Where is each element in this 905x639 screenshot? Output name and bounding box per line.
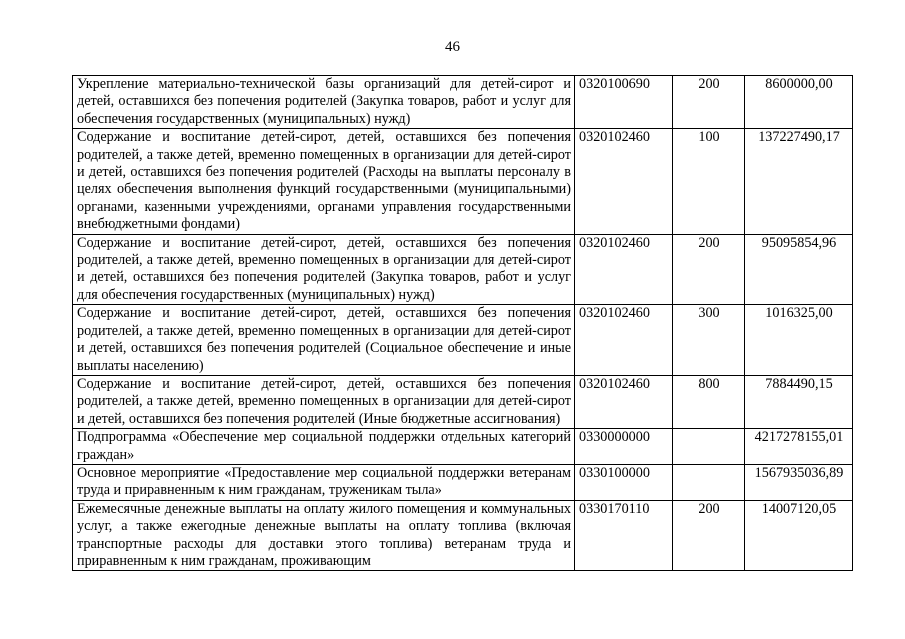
row-description: Укрепление материально-технической базы организаций для детей-сирот и детей, оставшихся без попечения родителей (Закупка товаров, работ и услуг для обеспечения государственных (муниципальных) нужд) — [73, 76, 575, 129]
row-target-code: 0320102460 — [575, 305, 673, 376]
row-target-code: 0320102460 — [575, 234, 673, 305]
row-expense-type: 300 — [673, 305, 745, 376]
row-amount: 1016325,00 — [745, 305, 853, 376]
row-description: Основное мероприятие «Предоставление мер социальной поддержки ветеранам труда и приравненным к ним гражданам, труженикам тыла» — [73, 464, 575, 500]
row-target-code: 0320100690 — [575, 76, 673, 129]
row-target-code: 0330170110 — [575, 500, 673, 571]
row-amount: 14007120,05 — [745, 500, 853, 571]
table-row — [73, 429, 853, 465]
row-target-code: 0320102460 — [575, 129, 673, 234]
row-description: Содержание и воспитание детей-сирот, детей, оставшихся без попечения родителей, а также детей, временно помещенных в организации для детей-сирот и детей, оставшихся без попечения родителей (Расходы на выплаты персоналу в целях обеспечения выполнения функций государственными (муниципальными) органами, казенными учреждениями, органами управления государственными внебюджетными фондами) — [73, 129, 575, 234]
row-expense-type: 200 — [673, 234, 745, 305]
table-row — [73, 305, 853, 376]
row-expense-type: 100 — [673, 129, 745, 234]
row-expense-type — [673, 429, 745, 465]
row-amount: 1567935036,89 — [745, 464, 853, 500]
row-target-code: 0330100000 — [575, 464, 673, 500]
row-expense-type: 200 — [673, 500, 745, 571]
table-row — [73, 375, 853, 428]
page-number: 46 — [445, 39, 460, 55]
row-target-code: 0320102460 — [575, 375, 673, 428]
budget-table — [72, 75, 853, 571]
row-target-code: 0330000000 — [575, 429, 673, 465]
row-description: Ежемесячные денежные выплаты на оплату жилого помещения и коммунальных услуг, а также ежегодные денежные выплаты на оплату топлива (включая транспортные расходы для доставки этого топлива) ветеранам труда и приравненным к ним гражданам, проживающим — [73, 500, 575, 571]
row-amount: 8600000,00 — [745, 76, 853, 129]
row-amount: 7884490,15 — [745, 375, 853, 428]
table-row — [73, 500, 853, 571]
table-row — [73, 129, 853, 234]
row-description: Содержание и воспитание детей-сирот, детей, оставшихся без попечения родителей, а также детей, временно помещенных в организации для детей-сирот и детей, оставшихся без попечения родителей (Иные бюджетные ассигнования) — [73, 375, 575, 428]
row-expense-type: 200 — [673, 76, 745, 129]
row-expense-type: 800 — [673, 375, 745, 428]
row-description: Подпрограмма «Обеспечение мер социальной поддержки отдельных категорий граждан» — [73, 429, 575, 465]
table-row — [73, 234, 853, 305]
table-row — [73, 464, 853, 500]
row-description: Содержание и воспитание детей-сирот, детей, оставшихся без попечения родителей, а также детей, временно помещенных в организации для детей-сирот и детей, оставшихся без попечения родителей (Закупка товаров, работ и услуг для обеспечения государственных (муниципальных) нужд) — [73, 234, 575, 305]
row-amount: 137227490,17 — [745, 129, 853, 234]
row-description: Содержание и воспитание детей-сирот, детей, оставшихся без попечения родителей, а также детей, временно помещенных в организации для детей-сирот и детей, оставшихся без попечения родителей (Социальное обеспечение и иные выплаты населению) — [73, 305, 575, 376]
row-amount: 95095854,96 — [745, 234, 853, 305]
table-row — [73, 76, 853, 129]
row-amount: 4217278155,01 — [745, 429, 853, 465]
row-expense-type — [673, 464, 745, 500]
